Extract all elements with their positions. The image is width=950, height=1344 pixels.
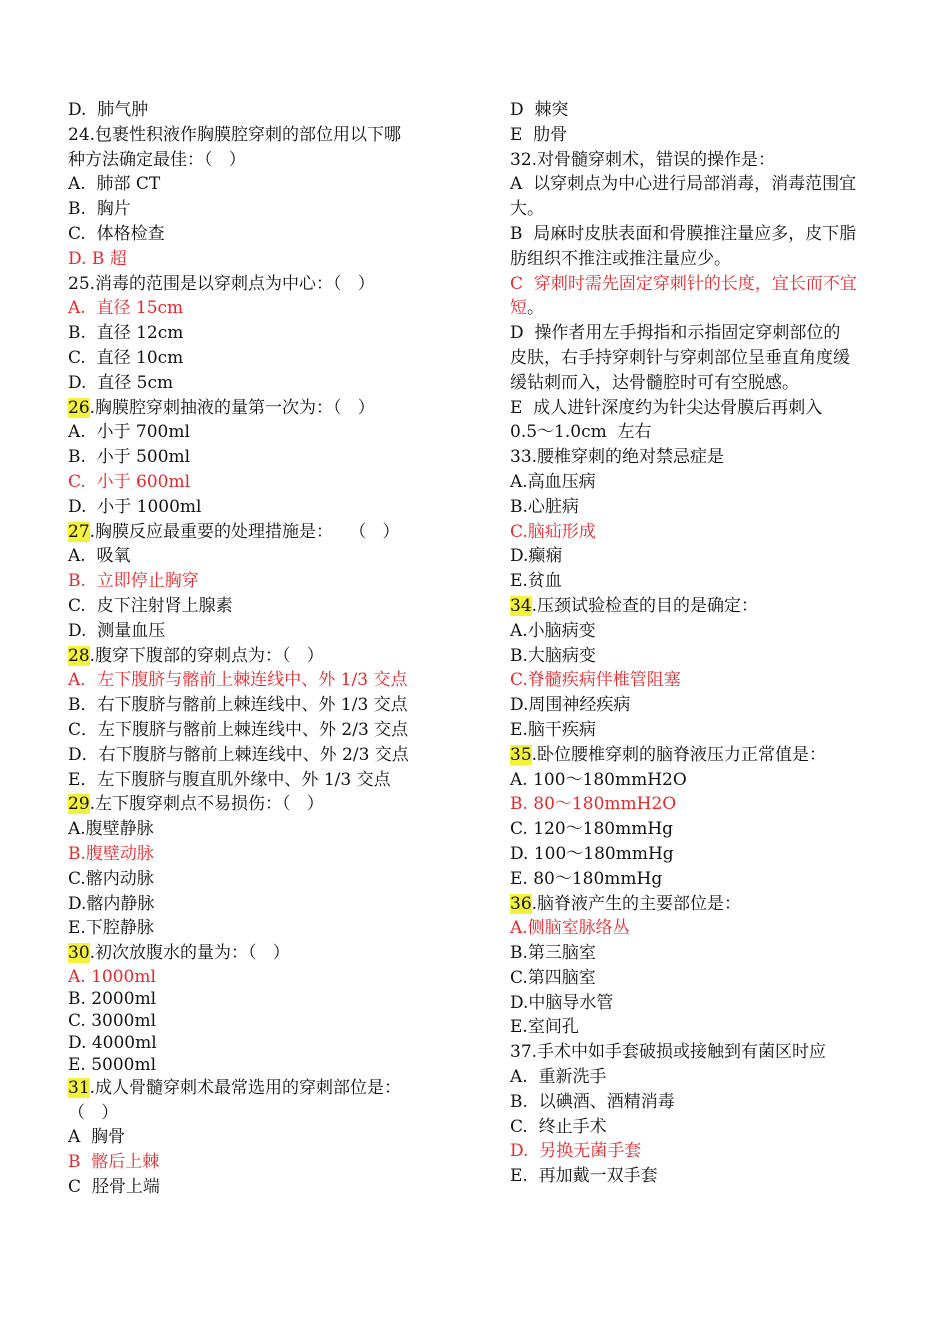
- answer-option: D 操作者用左手拇指和示指固定穿刺部位的: [510, 323, 841, 344]
- question-stem: [510, 148, 905, 173]
- question-number: 31: [68, 1077, 90, 1098]
- answer-option: C. 直径 10cm: [68, 347, 184, 368]
- question-number: 30: [68, 943, 90, 964]
- question-stem: [68, 272, 463, 297]
- question-stem: [68, 792, 463, 817]
- answer-option-correct: A. 直径 15cm: [68, 298, 184, 319]
- answer-option: D. 100～180mmHg: [510, 843, 674, 864]
- answer-option: A.小脑病变: [510, 620, 596, 641]
- question-text: .卧位腰椎穿刺的脑脊液压力正常值是：: [531, 744, 827, 765]
- answer-option: E.贫血: [510, 571, 562, 592]
- answer-option: 大。: [510, 199, 544, 220]
- answer-option: C. 120～180mmHg: [510, 819, 674, 840]
- answer-option: C. 终止手术: [510, 1116, 607, 1137]
- answer-option: E. 5000ml: [68, 1054, 157, 1075]
- answer-option: C．左下腹脐与髂前上棘连线中、外 2/3 交点: [68, 719, 409, 740]
- answer-option: A. 吸氧: [68, 546, 131, 567]
- answer-option-correct: B. 立即停止胸穿: [68, 571, 199, 592]
- question-number: 37: [510, 1042, 532, 1063]
- question-text: .脑脊液产生的主要部位是：: [531, 893, 742, 914]
- answer-option-correct: C.脑疝形成: [510, 521, 596, 542]
- answer-option: B. 小于 500ml: [68, 447, 191, 468]
- answer-option: A.腹壁静脉: [68, 819, 154, 840]
- question-stem: [510, 743, 905, 768]
- answer-option-correct: C.脊髓疾病伴椎管阻塞: [510, 670, 681, 691]
- answer-option: E.下腔静脉: [68, 918, 154, 939]
- question-number: 29: [68, 794, 90, 815]
- answer-option-correct: B 髂后上棘: [68, 1152, 160, 1173]
- answer-option: E．左下腹脐与腹直肌外缘中、外 1/3 交点: [68, 769, 391, 790]
- question-stem: [510, 445, 905, 470]
- question-stem: [68, 644, 463, 669]
- answer-option: E 肋骨: [510, 124, 568, 145]
- question-text: .胸膜腔穿刺抽液的量第一次为：（ ）: [89, 397, 375, 418]
- answer-option: A 以穿刺点为中心进行局部消毒，消毒范围宜: [510, 174, 857, 195]
- question-text: .胸膜反应最重要的处理措施是： （ ）: [89, 521, 400, 542]
- question-text: .腹穿下腹部的穿刺点为：（ ）: [89, 645, 324, 666]
- answer-option-correct: B.腹壁动脉: [68, 843, 154, 864]
- answer-option-correct: C 穿刺时需先固定穿刺针的长度，宜长而不宜: [510, 273, 857, 294]
- answer-option: B. 直径 12cm: [68, 323, 184, 344]
- answer-option: C. 3000ml: [68, 1010, 157, 1031]
- question-stem: [510, 1040, 905, 1065]
- answer-option: A 胸骨: [68, 1127, 126, 1148]
- question-text: .手术中如手套破损或接触到有菌区时应: [531, 1042, 827, 1063]
- question-number: 26: [68, 397, 90, 418]
- right-column: [510, 98, 905, 1189]
- answer-option: D 棘突: [510, 100, 569, 120]
- answer-option: C. 皮下注射肾上腺素: [68, 595, 233, 616]
- question-number: 32: [510, 149, 532, 170]
- question-text: .包裹性积液作胸膜腔穿刺的部位用以下哪: [89, 124, 402, 145]
- answer-option-correct: A.侧脑室脉络丛: [510, 918, 630, 939]
- answer-option-correct: B. 80～180mmH2O: [510, 794, 677, 815]
- answer-option: B. 以碘酒、酒精消毒: [510, 1091, 675, 1112]
- answer-option: D.中脑导水管: [510, 992, 614, 1013]
- answer-option: D.癫痫: [510, 546, 563, 567]
- question-number: 36: [510, 893, 532, 914]
- answer-option: A.高血压病: [510, 471, 596, 492]
- question-text: .对骨髓穿刺术，错误的操作是：: [531, 149, 776, 170]
- answer-option: B.心脏病: [510, 496, 579, 517]
- answer-option-correct: D. B 超: [68, 248, 127, 269]
- answer-option: B．右下腹脐与髂前上棘连线中、外 1/3 交点: [68, 695, 408, 716]
- answer-option-correct: 短。: [510, 298, 544, 319]
- answer-option: B. 2000ml: [68, 988, 157, 1009]
- answer-option: B.大脑病变: [510, 645, 596, 666]
- answer-option: E 成人进针深度约为针尖达骨膜后再刺入: [510, 397, 823, 418]
- answer-option: E.室间孔: [510, 1017, 579, 1038]
- answer-option: 皮肤，右手持穿刺针与穿刺部位呈垂直角度缓: [510, 347, 850, 368]
- answer-option: 种方法确定最佳：（ ）: [68, 149, 246, 170]
- answer-option: D. 直径 5cm: [68, 372, 174, 393]
- question-text: .消毒的范围是以穿刺点为中心：（ ）: [89, 273, 375, 294]
- answer-option: E.脑干疾病: [510, 719, 596, 740]
- answer-option: E. 再加戴一双手套: [510, 1166, 658, 1187]
- answer-option-correct: A．左下腹脐与髂前上棘连线中、外 1/3 交点: [68, 670, 408, 691]
- answer-option: B. 胸片: [68, 199, 131, 220]
- question-stem: [510, 892, 905, 917]
- question-stem: [68, 1076, 463, 1101]
- left-column: [68, 98, 463, 1200]
- question-text: .成人骨髓穿刺术最常选用的穿刺部位是：: [89, 1077, 402, 1098]
- answer-option: D. 测量血压: [68, 620, 166, 641]
- answer-option: B 局麻时皮肤表面和骨膜推注量应多，皮下脂: [510, 223, 857, 244]
- question-stem: [68, 396, 463, 421]
- question-stem: [510, 594, 905, 619]
- answer-option: A. 肺部 CT: [68, 174, 161, 195]
- question-stem: [68, 123, 463, 148]
- answer-option: C.髂内动脉: [68, 868, 154, 889]
- answer-option: D．右下腹脐与髂前上棘连线中、外 2/3 交点: [68, 744, 409, 765]
- answer-option: C.第四脑室: [510, 967, 596, 988]
- question-text: .左下腹穿刺点不易损伤：（ ）: [89, 794, 324, 815]
- answer-option: C 胫骨上端: [68, 1177, 160, 1198]
- answer-option: B.第三脑室: [510, 943, 596, 964]
- answer-option-correct: C. 小于 600ml: [68, 471, 191, 492]
- answer-option: C. 体格检查: [68, 223, 165, 244]
- answer-option-correct: D. 另换无菌手套: [510, 1141, 642, 1162]
- answer-option: 0.5～1.0cm 左右: [510, 422, 652, 443]
- question-text: .初次放腹水的量为：（ ）: [89, 943, 290, 964]
- answer-option: D.髂内静脉: [68, 893, 155, 914]
- question-number: 34: [510, 595, 532, 616]
- answer-option: D. 4000ml: [68, 1032, 157, 1053]
- answer-option: A. 重新洗手: [510, 1067, 607, 1088]
- question-text: .压颈试验检查的目的是确定：: [531, 595, 759, 616]
- answer-option: A. 小于 700ml: [68, 422, 190, 443]
- question-number: 33: [510, 447, 532, 468]
- question-stem: [68, 520, 463, 545]
- question-number: 25: [68, 273, 90, 294]
- answer-option-correct: A. 1000ml: [68, 966, 156, 987]
- question-number: 27: [68, 521, 90, 542]
- question-text: .腰椎穿刺的绝对禁忌症是: [531, 447, 725, 468]
- question-stem: [68, 941, 463, 966]
- answer-option: 肪组织不推注或推注量应少。: [510, 248, 731, 269]
- answer-option: D. 小于 1000ml: [68, 496, 202, 517]
- answer-option: 缓钻刺而入，达骨髓腔时可有空脱感。: [510, 372, 799, 393]
- answer-option: （ ）: [68, 1102, 119, 1123]
- answer-option: D.周围神经疾病: [510, 695, 631, 716]
- question-number: 24: [68, 124, 90, 145]
- question-number: 35: [510, 744, 532, 765]
- question-number: 28: [68, 645, 90, 666]
- answer-option: E. 80～180mmHg: [510, 868, 663, 889]
- answer-option: A. 100～180mmH2O: [510, 769, 687, 790]
- answer-option: D. 肺气肿: [68, 100, 149, 120]
